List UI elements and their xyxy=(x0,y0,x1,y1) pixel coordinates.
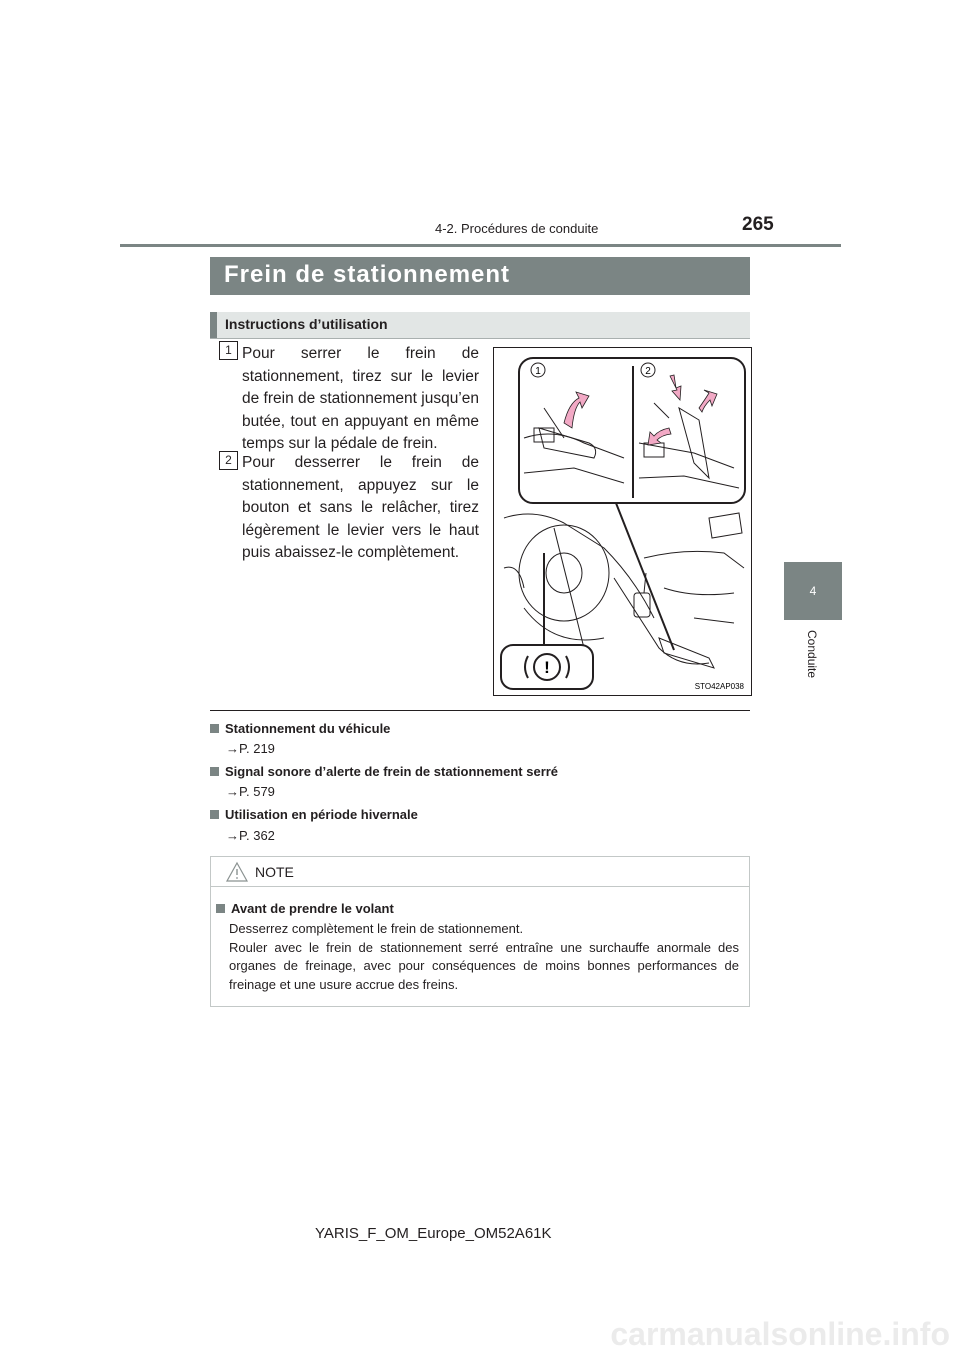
note-heading-1 xyxy=(210,721,390,736)
document-footer: YARIS_F_OM_Europe_OM52A61K xyxy=(315,1225,552,1242)
note-title: Signal sonore d’alerte de frein de stationnement serré xyxy=(225,764,559,779)
note-ref-1: →P. 219 xyxy=(226,741,275,756)
subtitle-underline xyxy=(210,338,750,339)
parking-brake-illustration xyxy=(493,347,752,696)
notice-line-1: Desserrez complètement le frein de stationnement. xyxy=(229,921,524,936)
section-title: 4-2. Procédures de conduite xyxy=(435,221,599,236)
watermark-logo xyxy=(0,1300,960,1358)
square-bullet-icon xyxy=(210,724,219,733)
step-1-text: Pour serrer le frein de stationnement, tirez sur le levier de frein de stationnement jusqu’en butée, tout en appuyant en même temps sur la pédale de frein. xyxy=(242,345,479,452)
note-title: Stationnement du véhicule xyxy=(225,721,391,736)
notice-divider xyxy=(211,886,749,887)
chapter-tab-label xyxy=(784,626,842,696)
page-title: Frein de stationnement xyxy=(224,261,511,288)
step-2-text: Pour desserrer le frein de stationnement, appuyez sur le bouton et sans le relâcher, tirez légèrement le levier vers le haut puis abaissez-le complètement. xyxy=(242,454,479,561)
notice-label: NOTE xyxy=(255,864,294,880)
figure-code: STO42AP038 xyxy=(694,682,744,691)
step-1-number: 1 xyxy=(219,341,238,360)
subtitle-bar xyxy=(210,312,750,338)
notice-heading xyxy=(216,901,394,916)
header-divider xyxy=(120,244,841,247)
notice-paragraph: Rouler avec le frein de stationnement serré entraîne une surchauffe anormale des organes de freinage, avec pour conséquences de moins bonnes performances de freinage et une usure accrue des freins. xyxy=(229,939,739,992)
subtitle: Instructions d’utilisation xyxy=(225,316,388,332)
square-bullet-icon xyxy=(210,767,219,776)
watermark-text: carmanualsonline.info xyxy=(610,1316,950,1352)
note-ref-2: →P. 579 xyxy=(226,784,275,799)
square-bullet-icon xyxy=(216,904,225,913)
notice-box xyxy=(210,856,750,1007)
note-ref-3: →P. 362 xyxy=(226,828,275,843)
section-divider xyxy=(210,710,750,711)
caution-triangle-icon xyxy=(225,861,249,883)
page-title-bar xyxy=(210,257,750,295)
note-title: Utilisation en période hivernale xyxy=(225,807,418,822)
notice-heading-text: Avant de prendre le volant xyxy=(231,901,394,916)
figure-label-2: 2 xyxy=(645,366,651,377)
square-bullet-icon xyxy=(210,810,219,819)
warning-symbol: ! xyxy=(544,658,550,677)
chapter-tab: 4 xyxy=(784,562,842,620)
notice-body xyxy=(229,920,739,994)
note-heading-2 xyxy=(210,764,558,779)
illustration-svg xyxy=(494,348,751,695)
figure-label-1: 1 xyxy=(535,366,541,377)
subtitle-accent xyxy=(210,312,217,338)
page-number: 265 xyxy=(742,214,774,235)
step-2-number: 2 xyxy=(219,451,238,470)
chapter-label: Conduite xyxy=(805,630,819,679)
note-heading-3 xyxy=(210,807,418,822)
